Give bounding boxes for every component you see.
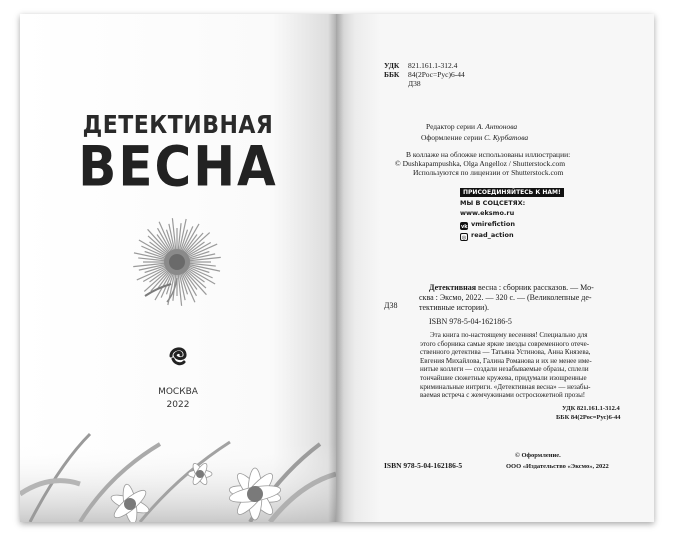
eksmo-logo-icon: [167, 342, 189, 368]
title-line-1: ДЕТЕКТИВНАЯ: [82, 111, 274, 140]
instagram-icon: ◎: [461, 235, 467, 241]
designer-label: Оформление серии: [421, 133, 483, 142]
title-line-2: ВЕСНА: [78, 135, 278, 199]
annotation-line: ваемая встреча с жемчужинами остросюжетной прозы!: [420, 391, 586, 400]
website-link[interactable]: www.eksmo.ru: [460, 209, 515, 217]
annotation-line: криминальные интриги. «Детективная весна» — незабы-: [420, 382, 591, 391]
imprint-page: [336, 14, 654, 522]
vk-handle: vmirefiction: [471, 220, 515, 228]
annotation-paragraph: [420, 331, 592, 400]
publication-year: 2022: [166, 400, 190, 410]
title-page: [20, 14, 336, 522]
annotation-line: нитые коллеги — создали незабываемые образы, сплели: [420, 365, 589, 374]
dandelion-illustration: [127, 212, 227, 312]
flowers-illustration: [20, 414, 336, 522]
annotation-line: Эта книга по-настоящему весенняя! Специально для: [430, 331, 588, 339]
entry-isbn: ISBN 978-5-04-162186-5: [429, 317, 512, 326]
author-mark: Д38: [408, 79, 421, 88]
bbk-value: 84(2Рос=Рус)6-44: [408, 70, 465, 79]
license-note: Используются по лицензии от Shutterstock.com: [413, 168, 564, 177]
isbn-bottom: ISBN 978-5-04-162186-5: [384, 461, 463, 470]
annotation-line: тончайшие сюжетные кружева, придумали изощренные: [420, 373, 587, 382]
designer-credit: [421, 133, 528, 142]
entry-line-1: [429, 283, 594, 292]
social-heading: МЫ В СОЦСЕТЯХ:: [460, 199, 526, 207]
vk-link[interactable]: [460, 220, 515, 230]
entry-mark: Д38: [384, 301, 398, 310]
instagram-handle: read_action: [471, 231, 514, 239]
book-gutter: [328, 14, 344, 522]
udk-small: УДК 821.161.1-312.4: [562, 405, 620, 412]
annotation-line: этого сборника самые яркие звезды современного отече-: [420, 339, 590, 348]
bbk-small: ББК 84(2Рос=Рус)6-44: [556, 414, 621, 421]
join-us-badge: ПРИСОЕДИНЯЙТЕСЬ К НАМ!: [460, 188, 564, 197]
entry-text-1: весна : сборник рассказов. — Мо-: [478, 283, 594, 292]
editor-name: А. Антонова: [476, 122, 518, 131]
entry-line-3: тективные истории).: [419, 303, 490, 312]
annotation-line: Евгения Михайлова, Галина Романова и их не менее име-: [420, 356, 592, 365]
instagram-link[interactable]: [460, 231, 514, 241]
designer-name: С. Курбатова: [484, 133, 529, 142]
editor-label: Редактор серии: [426, 122, 476, 131]
entry-title: Детективная: [429, 283, 477, 292]
collage-note: В коллаже на обложке использованы иллюстрации:: [406, 150, 571, 159]
copyright-design: © Оформление.: [515, 452, 561, 459]
entry-line-2: сква : Эксмо, 2022. — 320 с. — (Великолепные де-: [419, 293, 592, 302]
editor-credit: [426, 122, 517, 131]
bbk-label: ББК: [384, 70, 400, 79]
copyright-publisher: ООО «Издательство «Эксмо», 2022: [506, 463, 609, 470]
annotation-line: ственного детектива — Татьяна Устинова, Анна Князева,: [420, 348, 591, 357]
vk-icon: vk: [461, 224, 468, 230]
udk-label: УДК: [384, 61, 400, 70]
publisher-city: МОСКВА: [158, 387, 198, 397]
udk-value: 821.161.1-312.4: [408, 61, 458, 70]
collage-credits: © Dushkapampushka, Olga Angelloz / Shutterstock.com: [395, 159, 566, 168]
book-spread: [20, 14, 654, 522]
